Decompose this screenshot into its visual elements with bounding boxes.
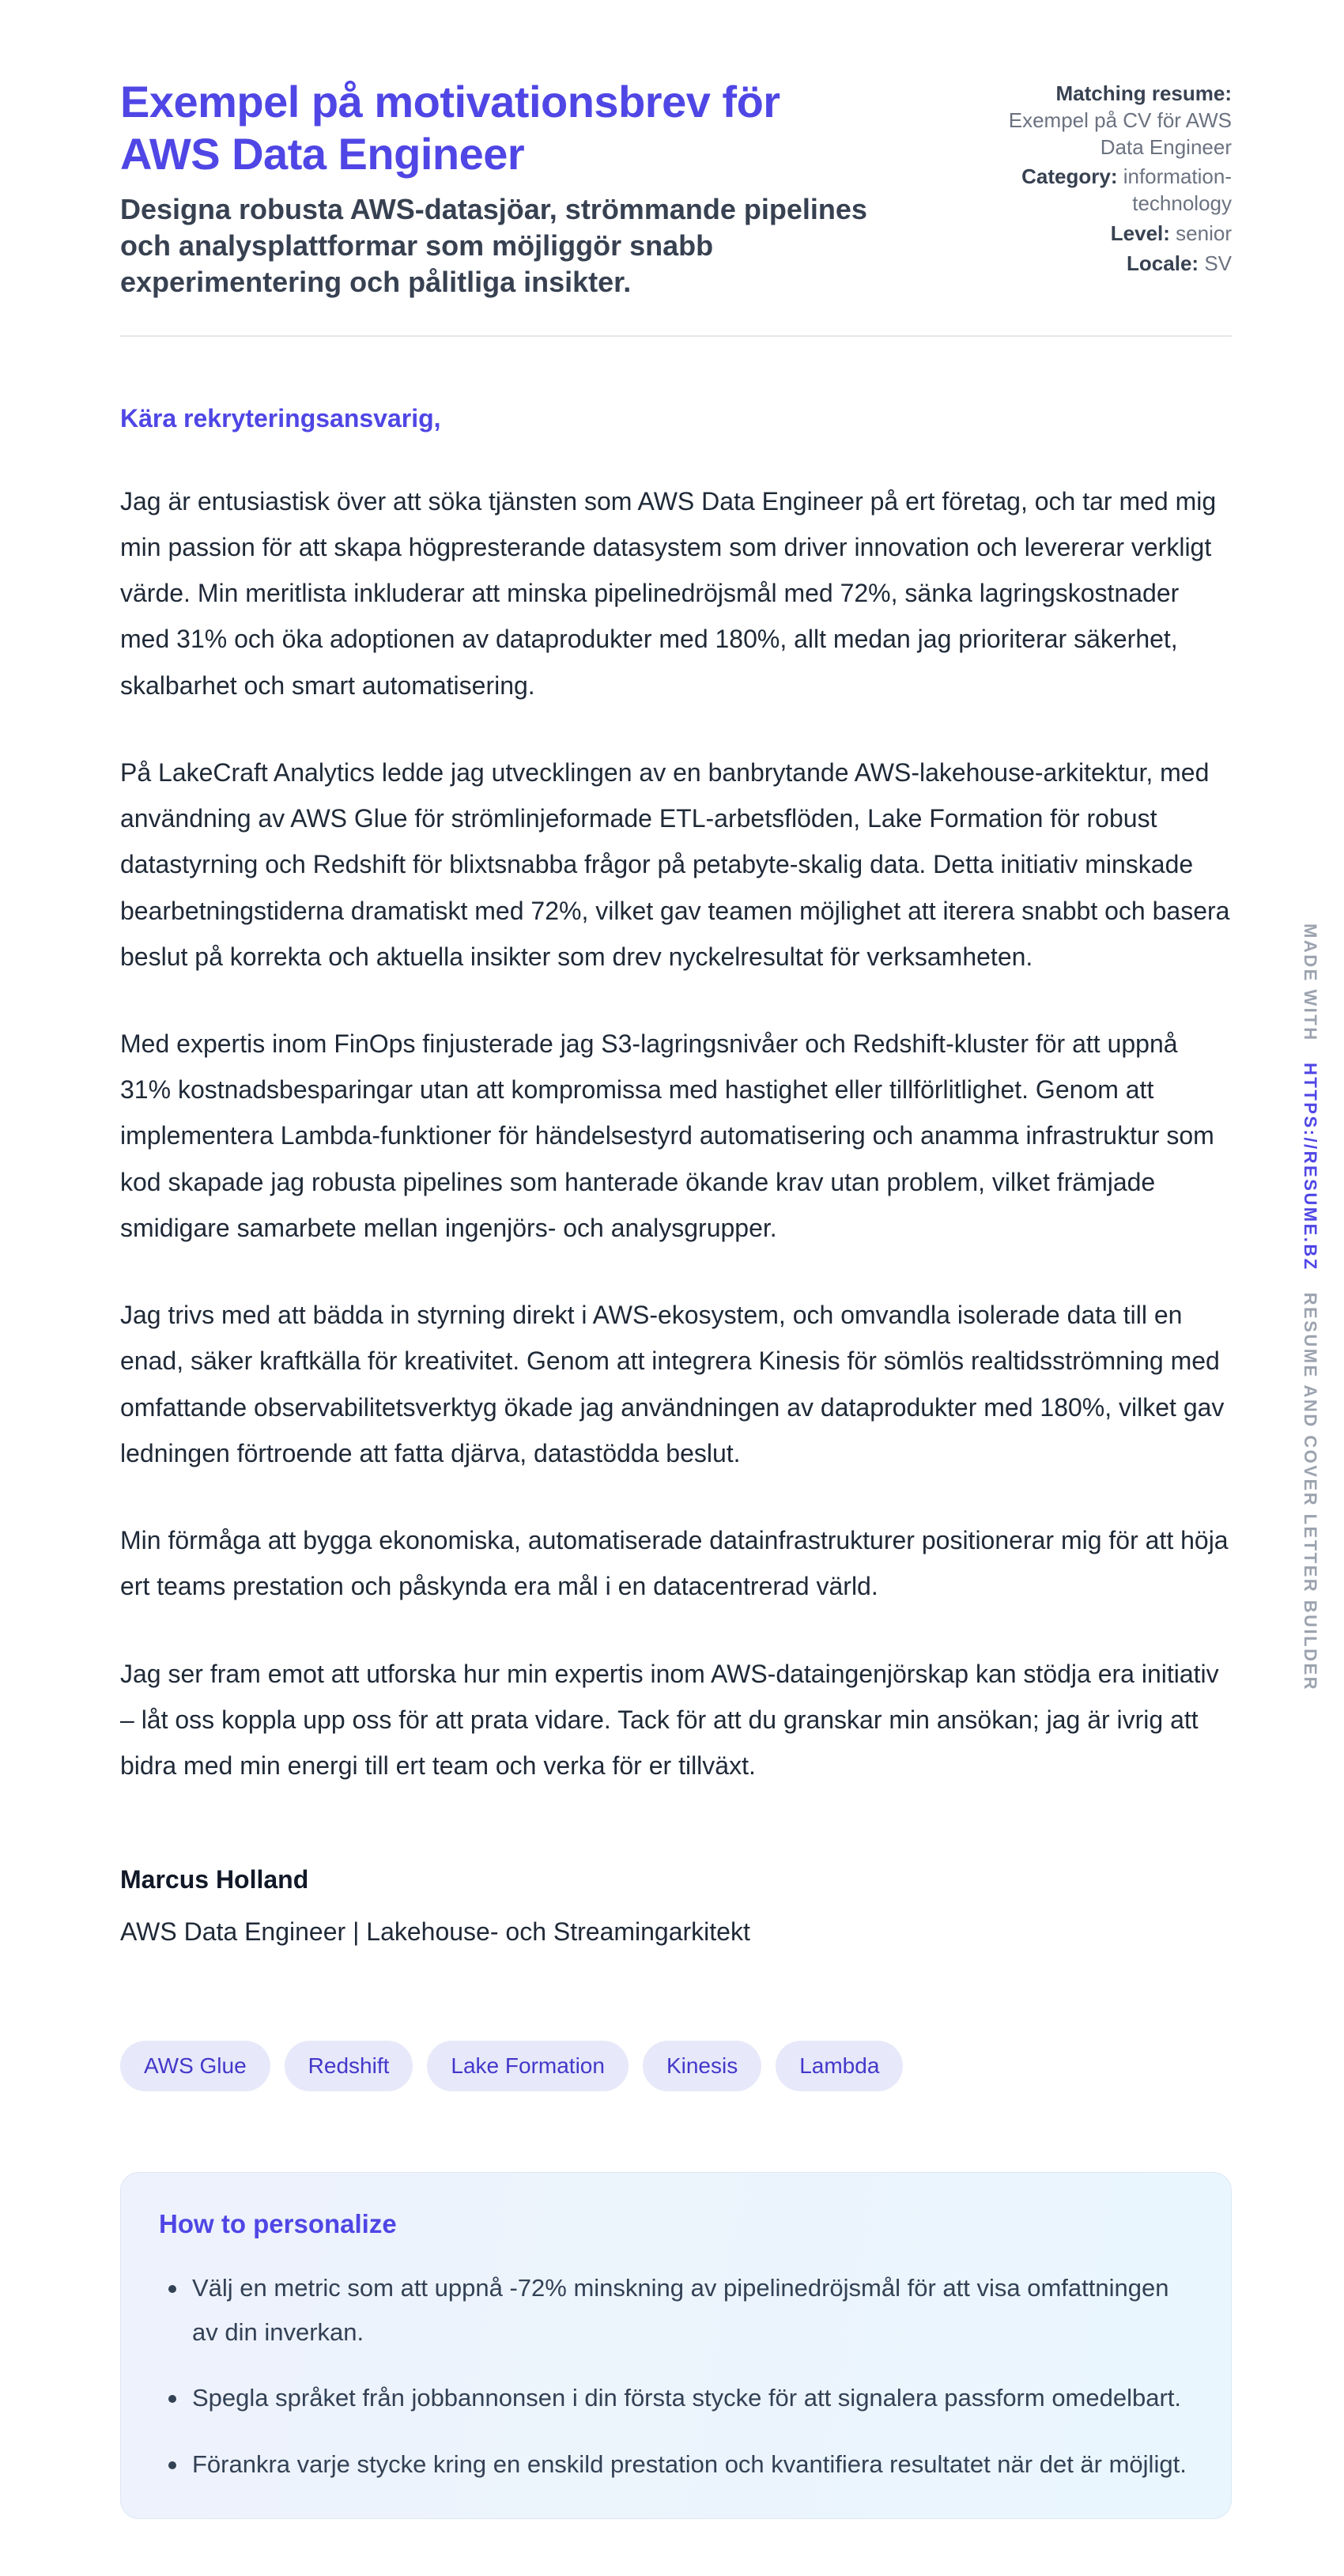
meta-locale-label: Locale: xyxy=(1127,251,1199,275)
meta-category-label: Category: xyxy=(1021,164,1118,189)
page-subtitle: Designa robusta AWS-datasjöar, strömmande pipelines och analysplattformar som möjliggör snabb experimentering och pålitliga insikter. xyxy=(120,193,867,299)
meta-block xyxy=(995,76,1232,281)
salutation: Kära rekryteringsansvarig, xyxy=(120,404,441,433)
watermark-suffix: RESUME AND COVER LETTER BUILDER xyxy=(1301,1292,1320,1692)
personalize-tip: Förankra varje stycke kring en enskild prestation och kvantifiera resultatet när det är möjligt. xyxy=(159,2442,1193,2487)
page-title: Exempel på motivationsbrev för AWS Data Engineer xyxy=(120,77,780,179)
skill-tag: AWS Glue xyxy=(120,2041,270,2091)
meta-locale-value: SV xyxy=(1204,251,1232,275)
skill-tag: Lambda xyxy=(776,2041,903,2091)
header-divider xyxy=(120,335,1232,337)
letter-paragraph: Jag ser fram emot att utforska hur min expertis inom AWS-dataingenjörskap kan stödja era initiativ – låt oss koppla upp oss för att prata vidare. Tack för att du granskar min ansökan; jag är ivrig att bidra med min energi till ert team och verka för er tillväxt. xyxy=(120,1659,1219,1781)
personalize-tips-list xyxy=(159,2266,1193,2487)
content-container xyxy=(120,0,1232,2576)
watermark-prefix: MADE WITH xyxy=(1301,924,1320,1042)
letter-body xyxy=(120,395,1232,1955)
made-with-watermark xyxy=(1300,924,1320,1691)
meta-matching-resume-label: Matching resume: xyxy=(1055,81,1232,105)
meta-category-value: information-technology xyxy=(1123,164,1232,216)
letter-paragraph: På LakeCraft Analytics ledde jag utvecklingen av en banbrytande AWS-lakehouse-arkitektur, med användning av AWS Glue för strömlinjeformade ETL-arbetsflöden, Lake Formation för robust datastyrning och Redshift för blixtsnabba frågor på petabyte-skalig data. Detta initiativ minskade bearbetningstiderna dramatiskt med 72%, vilket gav teamen möjlighet att iterera snabbt och basera beslut på korrekta och aktuella insikter som drev nyckelresultat för verksamheten. xyxy=(120,757,1230,971)
meta-matching-resume-value: Exempel på CV för AWS Data Engineer xyxy=(1008,108,1232,159)
meta-locale xyxy=(995,251,1232,278)
personalize-card xyxy=(120,2172,1232,2519)
meta-level-label: Level: xyxy=(1110,221,1170,245)
letter-paragraph: Med expertis inom FinOps finjusterade jag S3-lagringsnivåer och Redshift-kluster för att uppnå 31% kostnadsbesparingar utan att kompromissa med hastighet eller tillförlitlighet. Genom att implementera Lambda-funktioner för händelsestyrd automatisering och anamma infrastruktur som kod skapade jag robusta pipelines som hanterade ökande krav utan problem, vilket främjade smidigare samarbete mellan ingenjörs- och analysgrupper. xyxy=(120,1029,1214,1242)
header xyxy=(120,76,1232,300)
resume-bz-link[interactable]: HTTPS://RESUME.BZ xyxy=(1301,1063,1320,1271)
signature-title: AWS Data Engineer | Lakehouse- och Streamingarkitekt xyxy=(120,1917,750,1947)
meta-matching-resume xyxy=(995,81,1232,161)
meta-level xyxy=(995,221,1232,247)
skill-tag: Kinesis xyxy=(643,2041,761,2091)
meta-category xyxy=(995,164,1232,217)
signature-name: Marcus Holland xyxy=(120,1865,309,1894)
skill-tags xyxy=(120,2041,1232,2091)
personalize-card-title: How to personalize xyxy=(159,2208,397,2238)
personalize-tip: Välj en metric som att uppnå -72% minskning av pipelinedröjsmål för att visa omfattningen av din inverkan. xyxy=(159,2266,1193,2355)
skill-tag: Redshift xyxy=(285,2041,413,2091)
letter-paragraph: Jag trivs med att bädda in styrning direkt i AWS-ekosystem, och omvandla isolerade data till en enad, säker kraftkälla för kreativitet. Genom att integrera Kinesis för sömlös realtidsströmning med omfattande observabilitetsverktyg ökade jag användningen av dataprodukter med 180%, vilket gav ledningen förtroende att fatta djärva, datastödda beslut. xyxy=(120,1301,1225,1467)
letter-paragraph: Jag är entusiastisk över att söka tjänsten som AWS Data Engineer på ert företag, och tar med mig min passion för att skapa högpresterande datasystem som driver innovation och levererar verkligt värde. Min meritlista inkluderar att minska pipelinedröjsmål med 72%, sänka lagringskostnader med 31% och öka adoptionen av dataprodukter med 180%, allt medan jag prioriterar säkerhet, skalbarhet och smart automatisering. xyxy=(120,486,1217,700)
letter-paragraph: Min förmåga att bygga ekonomiska, automatiserade datainfrastrukturer positionerar mig för att höja ert teams prestation och påskynda era mål i en datacentrerad värld. xyxy=(120,1526,1229,1601)
skill-tag: Lake Formation xyxy=(427,2041,629,2091)
meta-level-value: senior xyxy=(1176,221,1232,245)
personalize-tip: Spegla språket från jobbannonsen i din första stycke för att signalera passform omedelbart. xyxy=(159,2376,1193,2420)
header-title-block xyxy=(120,76,934,300)
